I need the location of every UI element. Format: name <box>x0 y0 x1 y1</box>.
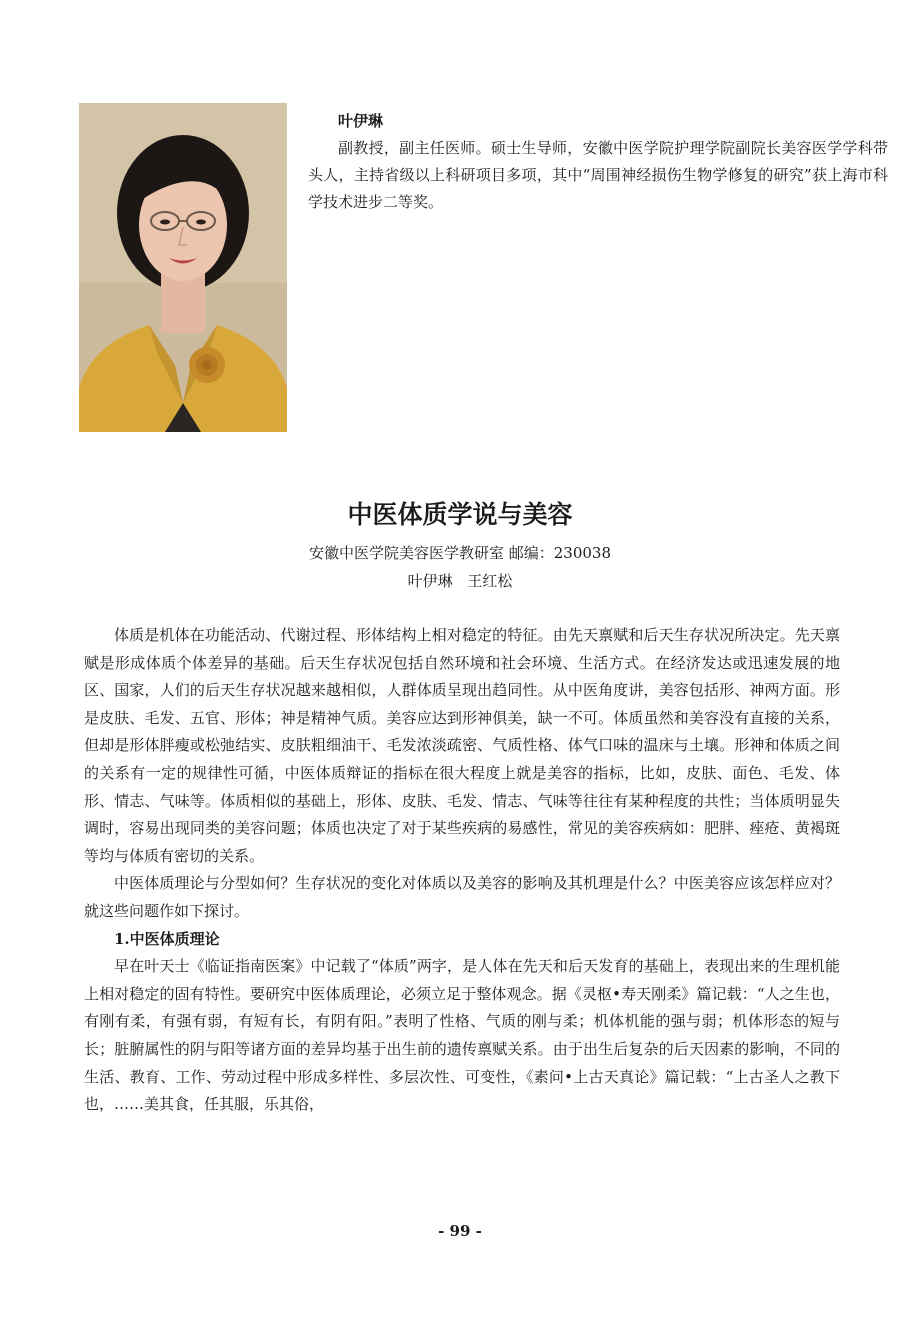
article-authors: 叶伊琳 王红松 <box>407 572 513 590</box>
bio-text: 副教授，副主任医师。硕士生导师，安徽中医学院护理学院副院长美容医学学科带头人，主持省级以上科研项目多项，其中“周围神经损伤生物学修复的研究”获上海市科学技术进步二等奖。 <box>308 139 888 211</box>
section-1-paragraph: 早在叶天士《临证指南医案》中记载了“体质”两字，是人体在先天和后天发育的基础上，表现出来的生理机能上相对稳定的固有特性。要研究中医体质理论，必须立足于整体观念。据《灵枢•寿天刚柔》篇记载：“人之生也，有刚有柔，有强有弱，有短有长，有阴有阳。”表明了性格、气质的刚与柔；机体机能的强与弱；机体形态的短与长；脏腑属性的阴与阳等诸方面的差异均基于出生前的遗传禀赋关系。由于出生后复杂的后天因素的影响，不同的生活、教育、工作、劳动过程中形成多样性、多层次性、可变性，《素问•上古天真论》篇记载：“上古圣人之教下也，……美其食，任其服，乐其俗， <box>84 957 840 1114</box>
article-title: 中医体质学说与美容 <box>347 500 573 529</box>
portrait-illustration <box>79 103 287 432</box>
page-number: - 99 - <box>438 1222 482 1240</box>
author-bio <box>308 108 888 216</box>
body-paragraph-1: 体质是机体在功能活动、代谢过程、形体结构上相对稳定的特征。由先天禀赋和后天生存状况所决定。先天禀赋是形成体质个体差异的基础。后天生存状况包括自然环境和社会环境、生活方式。在经济发达或迅速发展的地区、国家，人们的后天生存状况越来越相似，人群体质呈现出趋同性。从中医角度讲，美容包括形、神两方面。形是皮肤、毛发、五官、形体；神是精神气质。美容应达到形神俱美，缺一不可。体质虽然和美容没有直接的关系，但却是形体胖瘦或松弛结实、皮肤粗细油干、毛发浓淡疏密、气质性格、体气口味的温床与土壤。形神和体质之间的关系有一定的规律性可循，中医体质辩证的指标在很大程度上就是美容的指标，比如，皮肤、面色、毛发、体形、情志、气味等。体质相似的基础上，形体、皮肤、毛发、情志、气味等往往有某种程度的共性；当体质明显失调时，容易出现同类的美容问题；体质也决定了对于某些疾病的易感性，常见的美容疾病如：肥胖、痤疮、黄褐斑等均与体质有密切的关系。 <box>84 626 840 865</box>
article-body <box>84 622 840 1119</box>
body-paragraph-2: 中医体质理论与分型如何？生存状况的变化对体质以及美容的影响及其机理是什么？中医美容应该怎样应对？就这些问题作如下探讨。 <box>84 874 840 920</box>
author-portrait <box>79 103 287 432</box>
bio-name: 叶伊琳 <box>338 112 384 130</box>
article-affiliation: 安徽中医学院美容医学教研室 邮编：230038 <box>308 544 612 562</box>
section-heading-1: 1.中医体质理论 <box>114 929 220 948</box>
